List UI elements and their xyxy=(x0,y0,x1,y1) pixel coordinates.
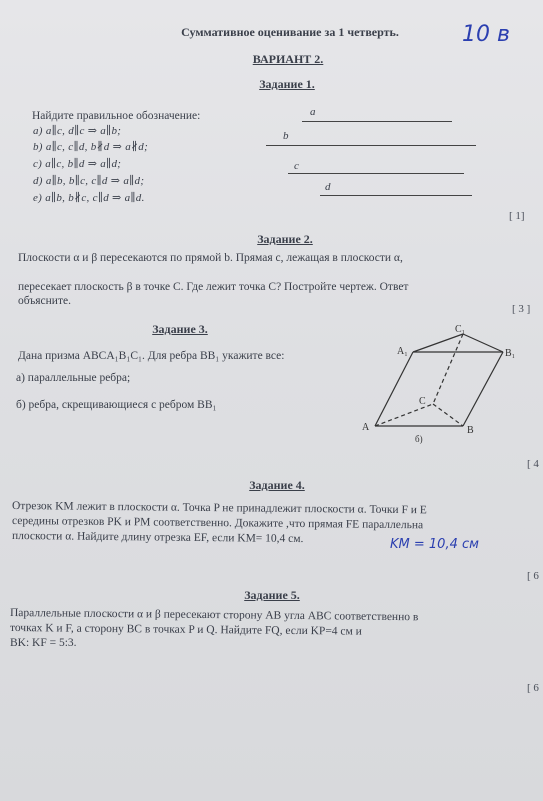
label-C: C xyxy=(419,396,426,407)
handwritten-class-note: 10 в xyxy=(462,22,510,47)
task1-option-c: c) a∥c, b∥d ⇒ a∥d; xyxy=(33,158,122,170)
task2-line2: пересекает плоскость β в точке C. Где лежит точка C? Постройте чертеж. Ответ xyxy=(18,281,409,293)
task4-line1: Отрезок KM лежит в плоскости α. Точка P не принадлежит плоскости α. Точки F и E xyxy=(11,500,427,517)
document-title: Суммативное оценивание за 1 четверть. xyxy=(181,25,399,39)
label-C1: C₁ xyxy=(455,324,466,335)
line-label-d: d xyxy=(325,181,331,193)
task5-line1: Параллельные плоскости α и β пересекают сторону AB угла ABC соответственно в xyxy=(9,607,419,624)
label-B: B xyxy=(467,425,474,436)
task3-score: [ 4 xyxy=(527,458,539,470)
label-A: A xyxy=(362,422,370,433)
line-label-b: b xyxy=(283,130,289,142)
task1-option-e: e) a∥b, b∦c, c∥d ⇒ a∥d. xyxy=(33,192,145,204)
label-B1: B₁ xyxy=(505,348,516,359)
prism-diagram xyxy=(355,318,525,448)
task4-title: Задание 4. xyxy=(249,478,305,492)
task2-title: Задание 2. xyxy=(257,232,313,246)
label-A1: A₁ xyxy=(397,346,408,357)
task5-line2: точках K и F, а сторону BC в точках P и Q. Найдите FQ, если KP=4 см и xyxy=(9,622,362,638)
line-label-a: a xyxy=(310,106,316,118)
task5-score: [ 6 xyxy=(527,682,539,694)
task5-line3: BK: KF = 5:3. xyxy=(10,637,77,649)
task2-line1: Плоскости α и β пересекаются по прямой b. Прямая c, лежащая в плоскости α, xyxy=(18,252,403,264)
task4-score: [ 6 xyxy=(527,570,539,582)
handwritten-given: KM = 10,4 см xyxy=(390,537,479,552)
task2-score: [ 3 ] xyxy=(512,303,531,315)
task1-option-d: d) a∥b, b∥c, c∥d ⇒ a∥d; xyxy=(33,175,145,187)
task5-title: Задание 5. xyxy=(244,588,300,602)
task4-line3: плоскости α. Найдите длину отрезка EF, если KM= 10,4 см. xyxy=(11,530,304,546)
line-b xyxy=(266,145,476,146)
variant-heading: ВАРИАНТ 2. xyxy=(252,52,324,66)
line-label-c: c xyxy=(294,160,299,172)
task4-line2: середины отрезков PK и PM соответственно. Докажите ,что прямая FE параллельна xyxy=(11,515,424,532)
task3-part-b: б) ребра, скрещивающиеся с ребром BB₁ xyxy=(16,399,217,411)
task1-prompt: Найдите правильное обозначение: xyxy=(32,110,201,122)
task1-option-b: b) a∥c, c∥d, b∦d ⇒ a∦d; xyxy=(33,141,149,153)
figure-caption: б) xyxy=(415,434,423,444)
line-d xyxy=(320,195,472,196)
line-a xyxy=(302,121,452,122)
task3-part-a: а) параллельные ребра; xyxy=(16,372,131,384)
task1-score: [ 1] xyxy=(509,210,525,222)
task1-title: Задание 1. xyxy=(259,77,315,91)
task1-option-a: a) a∥c, d∥c ⇒ a∥b; xyxy=(33,125,122,137)
line-c xyxy=(288,173,464,174)
task2-line3: объясните. xyxy=(18,295,71,307)
task3-title: Задание 3. xyxy=(152,322,208,336)
task3-prompt: Дана призма ABCA₁B₁C₁. Для ребра BB₁ укажите все: xyxy=(18,350,285,362)
